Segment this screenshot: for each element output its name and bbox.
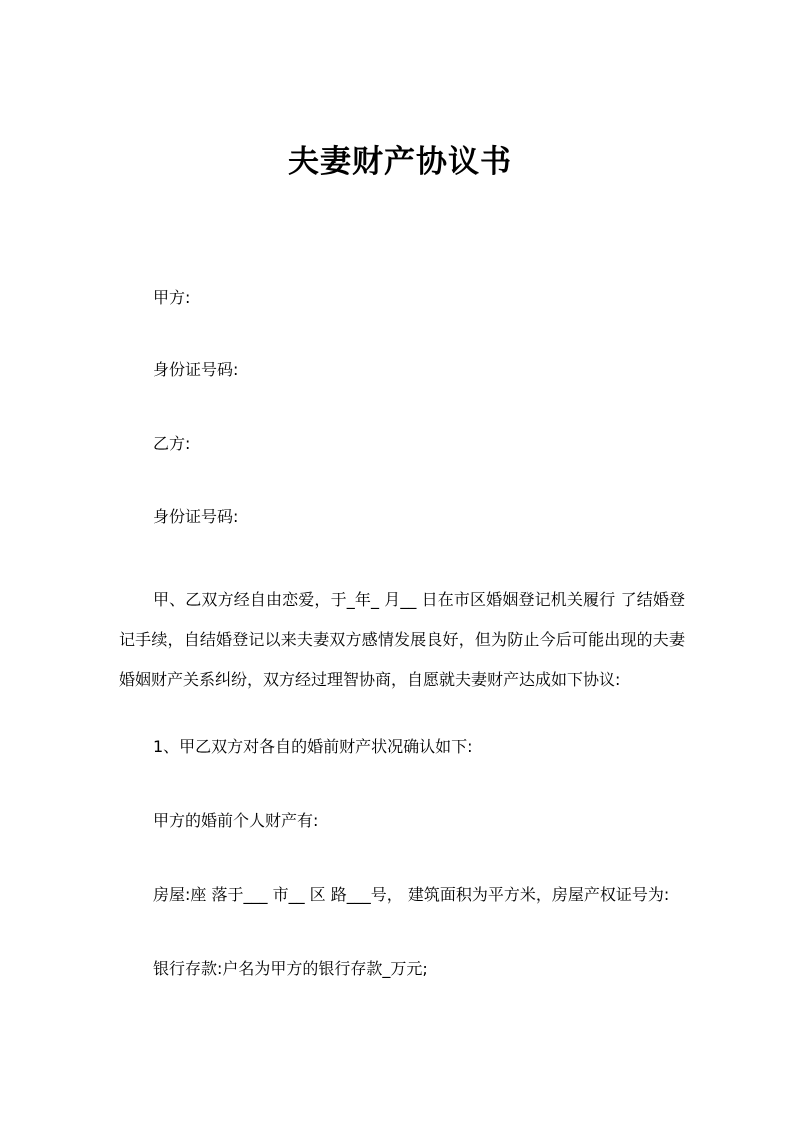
party-b-label: 乙方: <box>153 434 191 453</box>
clause-1: 1、甲乙双方对各自的婚前财产状况确认如下: <box>153 737 473 756</box>
bank-deposit-clause: 银行存款:户名为甲方的银行存款_万元; <box>153 959 428 978</box>
party-a-id-label: 身份证号码: <box>153 360 239 379</box>
preamble-paragraph: 甲、乙双方经自由恋爱，于_年_ 月__ 日在市区婚姻登记机关履行 了结婚登记手续，自结婚登记以来夫妻双方感情发展良好，但为防止今后可能出现的夫妻婚姻财产关系纠纷，双方经过理智协商，自愿就夫妻财产达成如下协议: <box>119 590 685 689</box>
party-a-property-heading: 甲方的婚前个人财产有: <box>153 811 319 830</box>
party-b-id-label: 身份证号码: <box>153 507 239 526</box>
document-title: 夫妻财产协议书 <box>288 144 512 180</box>
party-a-label: 甲方: <box>153 288 191 307</box>
house-clause: 房屋:座 落于___ 市__ 区 路___号， 建筑面积为平方米，房屋产权证号为: <box>153 885 670 904</box>
